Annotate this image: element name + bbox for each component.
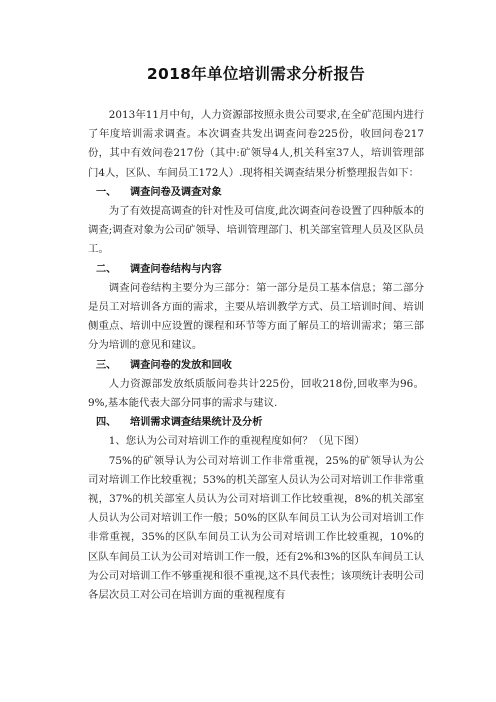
section-number: 二、	[96, 263, 117, 275]
question-1: 1、您认为公司对培训工作的重视程度如何？（见下图）	[108, 435, 365, 448]
intro-paragraph: 2013年11月中旬，人力资源部按照永贵公司要求,在全矿范围内进行了年度培训需求调查。本次调查共发出调查问卷225份，收回问卷217份，其中有效问卷217份（其中:矿领导4人,机关科室37人，培训管理部门4人，区队、车间员工172人）.现将相关调查结果分析整理报告如下：	[88, 109, 424, 179]
section-heading-2	[88, 260, 424, 279]
section-heading-4	[88, 413, 424, 432]
section-heading-text: 培训需求调查结果统计及分析	[130, 417, 263, 429]
section-body-2: 调查问卷结构主要分为三部分：第一部分是员工基本信息；第二部分是员工对培训各方面的需求，主要从培训教学方式、员工培训时间、培训侧重点、培训中应设置的课程和环节等方面了解员工的培训需求；第三部分为培训的意见和建议。	[88, 281, 424, 352]
section-number: 三、	[96, 359, 117, 371]
section-number: 一、	[96, 186, 117, 198]
section-body-1: 为了有效提高调查的针对性及可信度,此次调查问卷设置了四种版本的调查;调查对象为公司矿领导、培训管理部门、机关部室管理人员及区队员工。	[88, 205, 424, 256]
section-heading-1	[88, 183, 424, 202]
analysis-paragraph: 75%的矿领导认为公司对培训工作非常重视，25%的矿领导认为公司对培训工作比较重视；53%的机关部室人员认为公司对培训工作非常重视，37%的机关部室人员认为公司对培训工作比较重视，8%的机关部室人员认为公司对培训工作一般；50%的区队车间员工认为公司对培训工作非常重视，35%的区队车间员工认为公司对培训工作比较重视，10%的区队车间员工认为公司对培训工作一般，还有2%和3%的区队车间员工认为公司对培训工作不够重视和很不重视,这不具代表性；该项统计表明公司各层次员工对公司在培训方面的重视程度有	[88, 454, 424, 602]
section-heading-text: 调查问卷及调查对象	[130, 186, 222, 198]
section-heading-text: 调查问卷的发放和回收	[130, 359, 232, 371]
section-number: 四、	[96, 417, 117, 429]
section-body-3: 人力资源部发放纸质版问卷共计225份，回收218份,回收率为96。9%,基本能代表大部分同事的需求与建议.	[88, 377, 424, 410]
section-heading-text: 调查问卷结构与内容	[130, 263, 222, 275]
section-heading-3	[88, 356, 424, 375]
document-title: 2018年单位培训需求分析报告	[146, 65, 366, 83]
